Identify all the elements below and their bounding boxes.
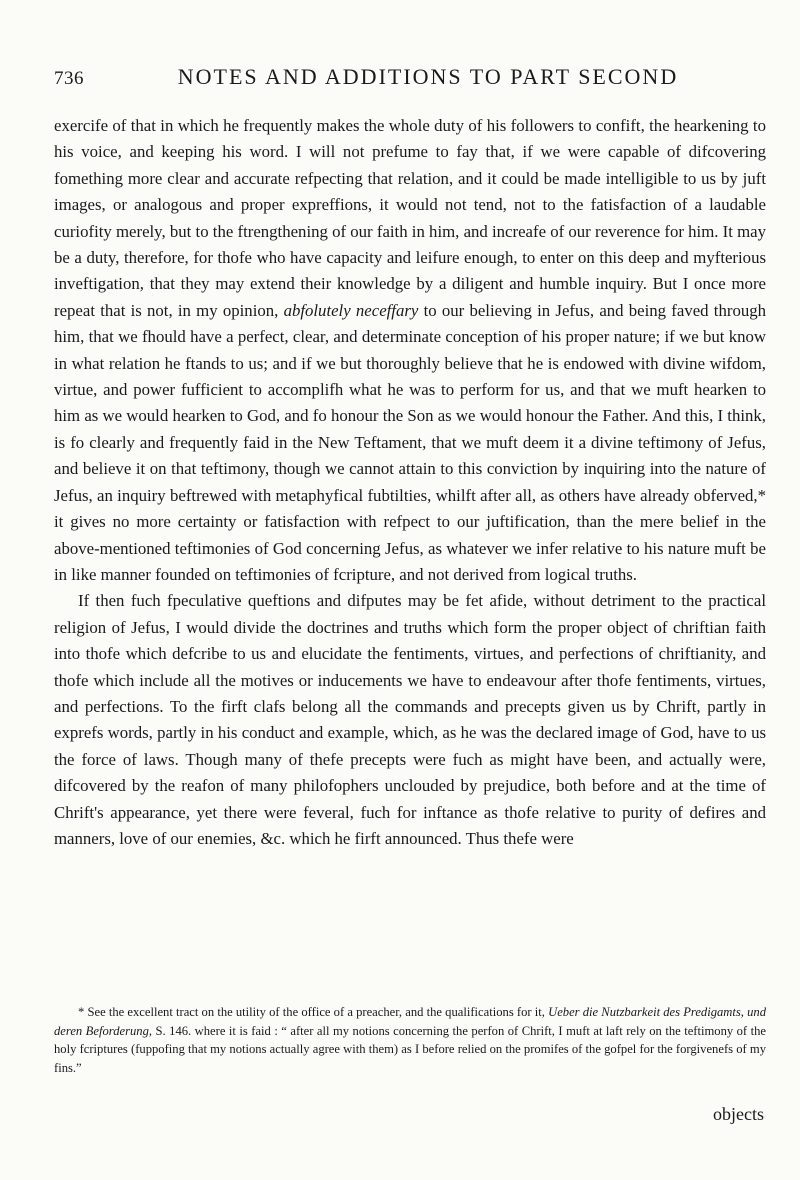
- paragraph-1: [54, 113, 766, 588]
- page-number: 736: [54, 68, 84, 89]
- running-title: NOTES AND ADDITIONS TO PART SECOND: [177, 64, 679, 89]
- catchword: objects: [713, 1104, 764, 1124]
- footnote-text-b: S. 146. where it is faid : “ after all my notions concerning the perfon of Chrift, I muft at laft rely on the teftimony of the holy fcriptures (fuppofing that my notions actually agree with them) as I before relied on the promifes of the gofpel for the forgivenefs of my fins.”: [54, 1023, 766, 1075]
- main-text: [54, 113, 766, 852]
- footnote-text-a: * See the excellent tract on the utility of the office of a preacher, and the qualifications for it,: [78, 1005, 545, 1019]
- paragraph-1-text-b: to our believing in Jefus, and being faved through him, that we fhould have a perfect, clear, and determinate conception of his proper nature; if we but know in what relation he ftands to us; and if we but thoroughly believe that he is endowed with divine wifdom, virtue, and power fufficient to accomplifh what he was to perform for us, and that we muft hearken to him as we would hearken to God, and fo honour the Son as we would honour the Father. And this, I think, is fo clearly and frequently faid in the New Teftament, that we muft deem it a divine teftimony of Jefus, and believe it on that teftimony, though we cannot attain to this conviction by inquiring into the nature of Jefus, an inquiry beftrewed with metaphyfical fubtilties, whilft after all, as others have already obferved,* it gives no more certainty or fatisfaction with refpect to our juftification, than the mere belief in the above-mentioned teftimonies of God concerning Jefus, as whatever we infer relative to his nature muft be in like manner founded on teftimonies of fcripture, and not derived from logical truths.: [54, 300, 767, 584]
- paragraph-1-text-a: exercife of that in which he frequently makes the whole duty of his followers to confift, the hearkening to his voice, and keeping his word. I will not prefume to fay that, if we were capable of difcovering fomething more clear and accurate refpecting that relation, and it could be made intelligible to us by juft images, or analogous and proper expreffions, it would not tend, not to the fatisfaction of a laudable curiofity merely, but to the ftrengthening of our faith in him, and increafe of our reverence for him. It may be a duty, therefore, for thofe who have capacity and leifure enough, to enter on this deep and myfterious inveftigation, that they may extend their knowledge by a diligent and humble inquiry. But I once more repeat that is not, in my opinion,: [54, 116, 766, 320]
- footnote-cited-title: Ueber die Nutzbarkeit des Predigamts, und deren Beforderung,: [54, 1005, 767, 1038]
- paragraph-2: If then fuch fpeculative queftions and difputes may be fet afide, without detriment to the practical religion of Jefus, I would divide the doctrines and truths which form the proper object of chriftian faith into thofe which defcribe to us and elucidate the fentiments, virtues, and perfections of chriftianity, and thofe which include all the motives or inducements we have to endeavour after thofe fentiments, virtues, and perfections. To the firft clafs belong all the commands and precepts given us by Chrift, partly in exprefs words, partly in his conduct and example, which, as he was the declared image of God, have to us the force of laws. Though many of thefe precepts were fuch as might have been, and actually were, difcovered by the reafon of many philofophers unclouded by prejudice, both before and at the time of Chrift's appearance, yet there were feveral, fuch for inftance as thofe relative to purity of defires and manners, love of our enemies, &c. which he firft announced. Thus thefe were: [54, 591, 766, 848]
- footnote: [54, 1003, 766, 1077]
- emphasis-absolutely-necessary: abfolutely neceffary: [283, 300, 419, 320]
- running-header: [54, 62, 766, 92]
- footnote-text: [54, 1003, 766, 1077]
